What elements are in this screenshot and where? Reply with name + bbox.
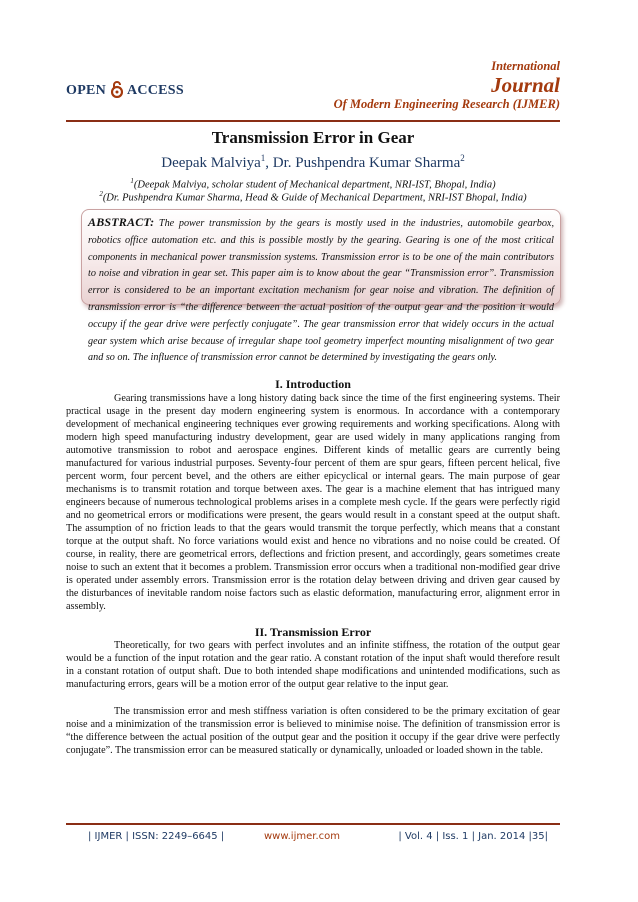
section-heading-introduction: I. Introduction [275, 377, 351, 391]
author-1-name: Deepak Malviya [161, 155, 261, 171]
journal-header [66, 58, 560, 114]
abstract-label: ABSTRACT: [88, 215, 155, 229]
affiliation-2 [66, 190, 560, 204]
footer-volume-page: | Vol. 4 | Iss. 1 | Jan. 2014 |35| [398, 831, 548, 842]
affiliation-1-text: (Deepak Malviya, scholar student of Mechanical department, NRI-IST, Bhopal, India) [133, 179, 496, 191]
abstract-text: The power transmission by the gears is mostly used in the industries, automobile gearbox, robotics office automation etc. and this is possible mostly by the gearing. Gearing is one of the most critical components in mechanical power transmission systems. Transmission error is to be one of the main contributors to noise and vibration in gear set. This paper aim is to know about the gear “Transmission error”. Transmission error is considered to be an important excitation mechanism for gear noise and vibration. The definition of transmission error is “the difference between the actual position of the output gear and the position it would occupy if the gear drive were perfectly conjugate”. The gear transmission error that widely occurs in the actual gear system which arise because of irregular shape tool geometry imperfect mounting misalignment of two gear and so on. The influence of transmission error cannot be determined by investigating the gears only. [88, 218, 554, 364]
affiliation-2-sup: 2 [99, 190, 103, 198]
footer-website-link[interactable]: www.ijmer.com [264, 831, 340, 842]
transmission-error-paragraph-2: The transmission error and mesh stiffness variation is often considered to be the primary excitation of gear noise and a minimization of the transmission error is believed to minimise noise. The definition of transmission error is “the difference between the actual position of the output gear and the position it occupy if the gear drive were perfectly conjugate”. The transmission error can be measured statically or dynamically, unloaded or loaded shown in the table. [66, 706, 560, 756]
header-divider [66, 120, 560, 122]
author-1-sup: 1 [260, 153, 266, 163]
open-access-text-left: OPEN [66, 83, 107, 98]
footer-issn: | IJMER | ISSN: 2249–6645 | [88, 831, 225, 842]
affiliation-1 [66, 177, 560, 191]
open-lock-icon [111, 80, 123, 103]
affiliation-2-text: (Dr. Pushpendra Kumar Sharma, Head & Guide of Mechanical Department, NRI-IST Bhopal, India) [102, 192, 527, 204]
paper-title: Transmission Error in Gear [211, 128, 415, 147]
intro-paragraph: Gearing transmissions have a long history dating back since the time of the first engineering systems. Their practical usage in the present day modern engineering system is enormous. In accordance with a contemporary development of mechanical engineering techniques ever growing requirements and working specifications. Along with modern high speed manufacturing industry development, gear are used widely in many applications ranging from automotive transmission to robot and aerospace engines. Different kinds of metallic gears are currently being manufactured for various industrial purposes. Seventy-four percent of them are spur gears, fifteen percent helical, five percent worm, four percent bevel, and the others are either epicyclical or internal gears. The main purpose of gear mechanisms is to transmit rotation and torque between axes. The gear is a machine element that has intrigued many engineers because of numerous technological problems arises in a complete mesh cycle. If the gears were perfectly rigid and no geometrical errors or modifications were present, the gears would result in a constant speed at the output shaft. The assumption of no friction leads to that the gears would transmit the torque perfectly, which means that a constant torque at the output shaft. No force variations would exist and hence no vibrations and no noise could be created. Of course, in reality, there are geometrical errors, deflections and friction present, and accordingly, gears sometimes create noise to such an extent that it becomes a problem. Transmission error occurs when a traditional non-modified gear drive is operated under assembly errors. Transmission error is the rotation delay between driving and driven gear caused by the disturbances of inevitable random noise factors such as elastic deformation, manufacturing error, alignment error in assembly. [66, 393, 560, 612]
author-2-name: , Dr. Pushpendra Kumar Sharma [265, 155, 461, 171]
open-access-logo [66, 80, 184, 103]
author-2-sup: 2 [460, 153, 465, 163]
open-access-text-right: ACCESS [126, 83, 184, 98]
journal-line-international: International [491, 59, 560, 73]
section-heading-transmission-error: II. Transmission Error [254, 625, 372, 639]
journal-name [334, 58, 560, 112]
transmission-error-paragraph-1: Theoretically, for two gears with perfect involutes and an infinite stiffness, the rotation of the output gear would be a function of the input rotation and the gear ratio. A constant rotation of the input shaft would therefore result in a constant rotation of output shaft. Due to both intended shape modifications and unintended modifications, such as manufacturing errors, gears will be a motion error of the output gear relative to the input gear. [66, 640, 560, 690]
footer-divider [66, 823, 560, 825]
journal-line-ijmer: Of Modern Engineering Research (IJMER) [333, 97, 560, 111]
journal-line-journal: Journal [491, 73, 560, 97]
affiliation-1-sup: 1 [130, 177, 134, 185]
abstract-box [81, 209, 561, 364]
paper-authors [66, 153, 560, 172]
